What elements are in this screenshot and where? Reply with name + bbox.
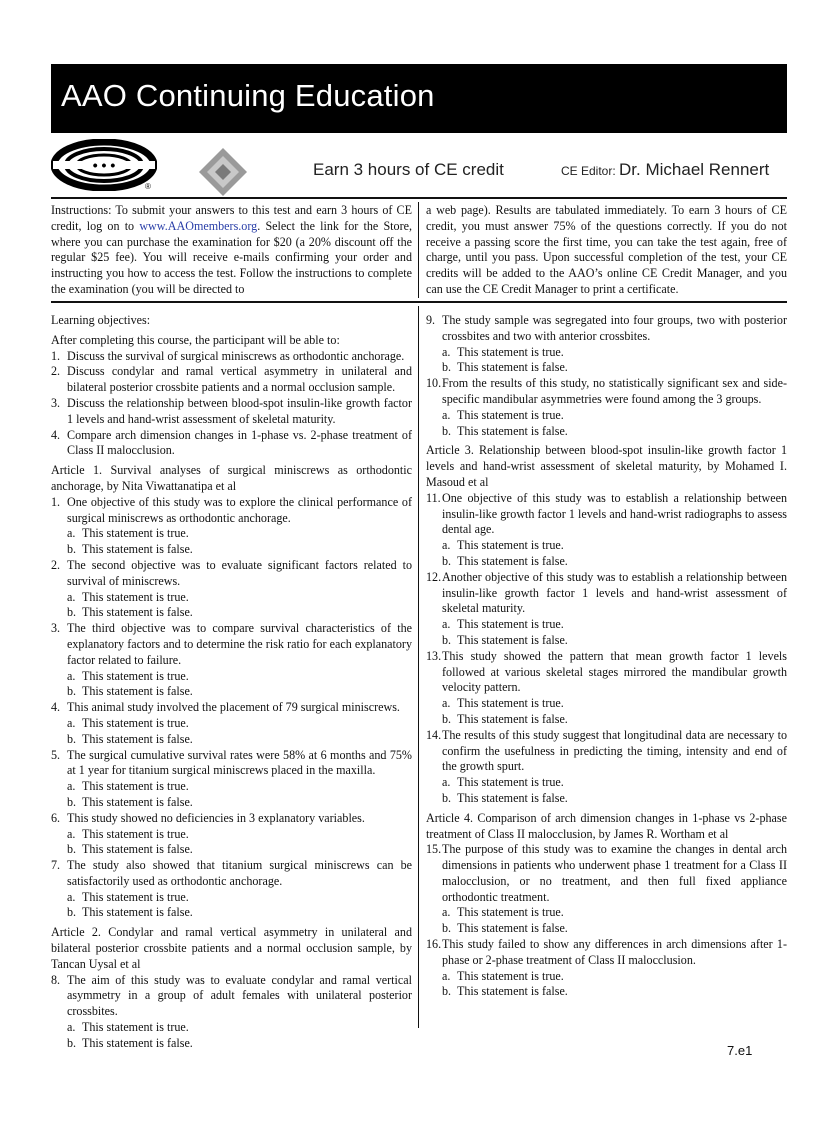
answer-option-a xyxy=(51,716,412,732)
divider-middle xyxy=(51,301,787,303)
item-text: Discuss the relationship between blood-spot insulin-like growth factor 1 levels and hand-wrist assessment of skeletal maturity. xyxy=(67,395,412,426)
option-letter: b. xyxy=(442,921,452,936)
option-letter: b. xyxy=(67,842,77,857)
option-text: This statement is false. xyxy=(82,794,193,809)
option-text: This statement is true. xyxy=(457,905,564,920)
item-text: Another objective of this study was to establish a relationship between insulin-like growth factor 1 levels and hand-wrist assessment of skeletal maturity. xyxy=(442,569,787,616)
option-text: This statement is true. xyxy=(457,775,564,790)
item-number: 3. xyxy=(51,621,61,636)
question-item xyxy=(426,649,787,696)
item-number: 3. xyxy=(51,395,61,410)
option-letter: a. xyxy=(67,526,76,541)
option-text: This statement is false. xyxy=(457,553,568,568)
answer-option-a xyxy=(51,526,412,542)
item-number: 12. xyxy=(426,569,442,584)
option-letter: b. xyxy=(67,542,77,557)
option-text: This statement is true. xyxy=(82,889,189,904)
learning-objective-item xyxy=(51,364,412,396)
item-text: This study failed to show any differences in arch dimensions after 1-phase or 2-phase treatment of Class II malocclusion. xyxy=(442,937,787,967)
option-text: This statement is true. xyxy=(82,589,189,604)
learning-objectives-intro: After completing this course, the participant will be able to: xyxy=(51,332,340,347)
item-number: 1. xyxy=(51,494,61,509)
item-number: 1. xyxy=(51,348,61,363)
item-text: The third objective was to compare survival characteristics of the explanatory factors and to determine the risk ratio for each explanatory factor related to failure. xyxy=(67,621,412,667)
right-column xyxy=(426,313,787,1000)
item-text: The purpose of this study was to examine the changes in dental arch dimensions in patients who underwent phase 1 treatment for a Class II malocclusion, or no treatment, and then full fixed appliance orthodontic treatment. xyxy=(442,842,787,904)
option-letter: b. xyxy=(442,360,452,375)
answer-option-b xyxy=(51,795,412,811)
question-item xyxy=(426,491,787,538)
diamond-emblem-icon xyxy=(198,147,248,197)
option-letter: a. xyxy=(67,589,76,604)
instructions-right: a web page). Results are tabulated immediately. To earn 3 hours of CE credit, you must answer 75% of the questions correctly. If you do not receive a passing score the first time, you can take the test again, free of charge, until you pass. Upon successful completion of the test, your CE credits will be added to the AAO’s online CE Credit Manager, and you can use the CE Credit Manager to print a certificate. xyxy=(426,203,787,296)
option-letter: b. xyxy=(442,790,452,805)
item-text: The surgical cumulative survival rates were 58% at 6 months and 75% at 1 year for titanium surgical miniscrews placed in the maxilla. xyxy=(67,747,412,778)
option-letter: b. xyxy=(67,605,77,620)
question-item xyxy=(51,621,412,668)
answer-option-b xyxy=(51,605,412,621)
option-letter: b. xyxy=(442,553,452,568)
option-text: This statement is false. xyxy=(82,905,193,920)
article-3-questions xyxy=(426,491,787,807)
item-number: 10. xyxy=(426,376,442,391)
option-text: This statement is false. xyxy=(457,632,568,647)
option-letter: a. xyxy=(442,617,451,632)
answer-option-a xyxy=(426,617,787,633)
answer-option-b xyxy=(426,554,787,570)
option-text: This statement is false. xyxy=(457,790,568,805)
item-text: The results of this study suggest that longitudinal data are necessary to confirm the usefulness in predicting the timing, intensity and end of the growth spurt. xyxy=(442,727,787,774)
option-letter: a. xyxy=(67,779,76,794)
item-number: 4. xyxy=(51,700,61,715)
question-item xyxy=(426,728,787,775)
article-1-title: Article 1. Survival analyses of surgical miniscrews as orthodontic anchorage, by Nita Viwattanatipa et al xyxy=(51,463,412,493)
option-text: This statement is true. xyxy=(457,696,564,711)
answer-option-a xyxy=(426,408,787,424)
option-text: This statement is false. xyxy=(82,684,193,699)
option-text: This statement is false. xyxy=(457,711,568,726)
question-item xyxy=(51,558,412,590)
question-item xyxy=(426,313,787,345)
option-letter: a. xyxy=(67,826,76,841)
option-letter: a. xyxy=(442,344,451,359)
item-text: One objective of this study was to establish a relationship between insulin-like growth factor 1 levels and hand-wrist radiographs to assess dental age. xyxy=(442,490,787,537)
article-2-questions-left xyxy=(51,973,412,1052)
header-banner xyxy=(51,64,787,133)
item-text: Discuss condylar and ramal vertical asymmetry in unilateral and bilateral posterior crossbite patients and a normal occlusion sample. xyxy=(67,364,412,395)
item-text: Discuss the survival of surgical miniscrews as orthodontic anchorage. xyxy=(67,348,405,363)
answer-option-a xyxy=(51,1020,412,1036)
option-text: This statement is false. xyxy=(82,605,193,620)
article-4-questions xyxy=(426,842,787,1000)
ce-editor-label: CE Editor: xyxy=(561,164,620,178)
option-letter: b. xyxy=(442,984,452,999)
option-text: This statement is false. xyxy=(457,921,568,936)
answer-option-a xyxy=(426,969,787,985)
option-letter: b. xyxy=(67,794,77,809)
question-item xyxy=(51,858,412,890)
option-letter: b. xyxy=(67,684,77,699)
option-text: This statement is false. xyxy=(82,842,193,857)
answer-option-a xyxy=(426,775,787,791)
answer-option-b xyxy=(426,921,787,937)
answer-option-b xyxy=(426,360,787,376)
answer-option-b xyxy=(51,1036,412,1052)
answer-option-b xyxy=(51,684,412,700)
option-letter: b. xyxy=(442,711,452,726)
answer-option-a xyxy=(51,890,412,906)
svg-text:• • •: • • • xyxy=(92,157,116,173)
item-text: One objective of this study was to explore the clinical performance of surgical miniscrews as orthodontic anchorage. xyxy=(67,494,412,525)
instructions-left: Instructions: To submit your answers to this test and earn 3 hours of CE credit, log on to www.AAOmembers.org. Select the link for the Store, where you can purchase the examination for $20 (a 20% discount off the regular $25 fee). You will receive e-mails confirming your order and instructing you how to access the test. Follow the instructions to complete the examination (you will be directed to xyxy=(51,203,412,296)
option-letter: a. xyxy=(442,407,451,422)
learning-objectives-list xyxy=(51,349,412,460)
item-number: 15. xyxy=(426,842,442,857)
option-letter: a. xyxy=(442,905,451,920)
learning-objective-item xyxy=(51,396,412,428)
question-item xyxy=(51,700,412,716)
item-text: From the results of this study, no statistically significant sex and side-specific mandibular asymmetries were found among the 3 groups. xyxy=(442,376,787,406)
option-letter: b. xyxy=(67,905,77,920)
option-letter: a. xyxy=(67,1020,76,1035)
question-item xyxy=(51,748,412,780)
article-1-questions xyxy=(51,495,412,922)
aao-members-link[interactable]: www.AAOmembers.org xyxy=(139,218,258,233)
option-text: This statement is false. xyxy=(82,542,193,557)
option-text: This statement is true. xyxy=(82,826,189,841)
option-letter: b. xyxy=(442,423,452,438)
option-text: This statement is true. xyxy=(457,617,564,632)
item-number: 9. xyxy=(426,313,436,327)
question-item xyxy=(51,811,412,827)
question-item xyxy=(426,842,787,905)
learning-objectives-heading: Learning objectives: xyxy=(51,313,151,327)
option-text: This statement is false. xyxy=(457,984,568,999)
option-text: This statement is true. xyxy=(457,538,564,553)
option-text: This statement is true. xyxy=(82,668,189,683)
aao-logo-icon xyxy=(51,139,157,191)
answer-option-b xyxy=(51,842,412,858)
option-text: This statement is true. xyxy=(82,715,189,730)
item-text: Compare arch dimension changes in 1-phase vs. 2-phase treatment of Class II malocclusion. xyxy=(67,427,412,458)
answer-option-b xyxy=(51,905,412,921)
question-item xyxy=(426,570,787,617)
item-text: This study showed no deficiencies in 3 explanatory variables. xyxy=(67,810,365,825)
page-number: 7.e1 xyxy=(727,1043,753,1058)
item-text: The aim of this study was to evaluate condylar and ramal vertical asymmetry in a group of adult females with unilateral posterior crossbites. xyxy=(67,972,412,1019)
option-text: This statement is true. xyxy=(457,344,564,359)
option-letter: a. xyxy=(442,968,451,983)
option-text: This statement is true. xyxy=(82,526,189,541)
item-number: 4. xyxy=(51,427,61,442)
column-divider-main xyxy=(418,306,419,1028)
answer-option-b xyxy=(426,633,787,649)
answer-option-a xyxy=(51,827,412,843)
item-text: The study also showed that titanium surgical miniscrews can be satisfactorily used as orthodontic anchorage. xyxy=(67,858,412,888)
earn-credit-text: Earn 3 hours of CE credit xyxy=(313,160,504,179)
answer-option-b xyxy=(51,732,412,748)
item-number: 2. xyxy=(51,557,61,572)
option-text: This statement is true. xyxy=(457,407,564,422)
option-text: This statement is false. xyxy=(82,1035,193,1050)
item-text: This study showed the pattern that mean growth factor 1 levels followed at various skeletal stages mirrored the mandibular growth velocity pattern. xyxy=(442,648,787,695)
option-letter: b. xyxy=(67,1035,77,1050)
answer-option-b xyxy=(51,542,412,558)
ce-editor xyxy=(561,160,769,180)
option-letter: a. xyxy=(442,775,451,790)
left-column xyxy=(51,313,412,1052)
learning-objective-item xyxy=(51,349,412,365)
option-letter: b. xyxy=(67,731,77,746)
answer-option-a xyxy=(426,345,787,361)
answer-option-a xyxy=(51,590,412,606)
item-number: 2. xyxy=(51,364,61,379)
option-text: This statement is true. xyxy=(82,779,189,794)
answer-option-a xyxy=(426,905,787,921)
item-number: 11. xyxy=(426,490,441,505)
option-letter: a. xyxy=(442,696,451,711)
answer-option-b xyxy=(426,791,787,807)
question-item xyxy=(51,495,412,527)
answer-option-b xyxy=(426,424,787,440)
column-divider-top xyxy=(418,202,419,298)
answer-option-a xyxy=(51,669,412,685)
divider-top xyxy=(51,197,787,199)
option-text: This statement is false. xyxy=(457,423,568,438)
item-number: 8. xyxy=(51,972,61,987)
option-text: This statement is false. xyxy=(82,731,193,746)
item-number: 16. xyxy=(426,937,442,952)
option-text: This statement is true. xyxy=(457,968,564,983)
option-letter: b. xyxy=(442,632,452,647)
registered-mark: ® xyxy=(145,182,151,191)
option-text: This statement is false. xyxy=(457,360,568,375)
item-number: 13. xyxy=(426,648,442,663)
item-number: 7. xyxy=(51,858,61,873)
answer-option-a xyxy=(426,696,787,712)
question-item xyxy=(51,973,412,1020)
option-letter: a. xyxy=(442,538,451,553)
item-number: 5. xyxy=(51,747,61,762)
item-text: The second objective was to evaluate significant factors related to survival of miniscrews. xyxy=(67,557,412,588)
answer-option-a xyxy=(51,779,412,795)
article-4-title: Article 4. Comparison of arch dimension changes in 1-phase vs 2-phase treatment of Class II malocclusion, by James R. Wortham et al xyxy=(426,810,787,841)
option-text: This statement is true. xyxy=(82,1020,189,1035)
item-number: 14. xyxy=(426,727,442,742)
option-letter: a. xyxy=(67,889,76,904)
article-3-title: Article 3. Relationship between blood-spot insulin-like growth factor 1 levels and hand-wrist assessment of skeletal maturity, by Mohamed I. Masoud et al xyxy=(426,443,787,489)
page-title: AAO Continuing Education xyxy=(61,78,435,113)
article-2-questions-right xyxy=(426,313,787,439)
ce-editor-name: Dr. Michael Rennert xyxy=(619,160,770,179)
answer-option-a xyxy=(426,538,787,554)
answer-option-b xyxy=(426,984,787,1000)
question-item xyxy=(426,376,787,408)
learning-objective-item xyxy=(51,428,412,460)
article-2-title: Article 2. Condylar and ramal vertical asymmetry in unilateral and bilateral posterior crossbite patients and a normal occlusion sample, by Tancan Uysal et al xyxy=(51,925,412,971)
option-letter: a. xyxy=(67,668,76,683)
item-number: 6. xyxy=(51,810,61,825)
item-text: The study sample was segregated into four groups, two with posterior crossbites and two with anterior crossbites. xyxy=(442,313,787,343)
item-text: This animal study involved the placement of 79 surgical miniscrews. xyxy=(67,700,400,715)
answer-option-b xyxy=(426,712,787,728)
question-item xyxy=(426,937,787,969)
option-letter: a. xyxy=(67,715,76,730)
